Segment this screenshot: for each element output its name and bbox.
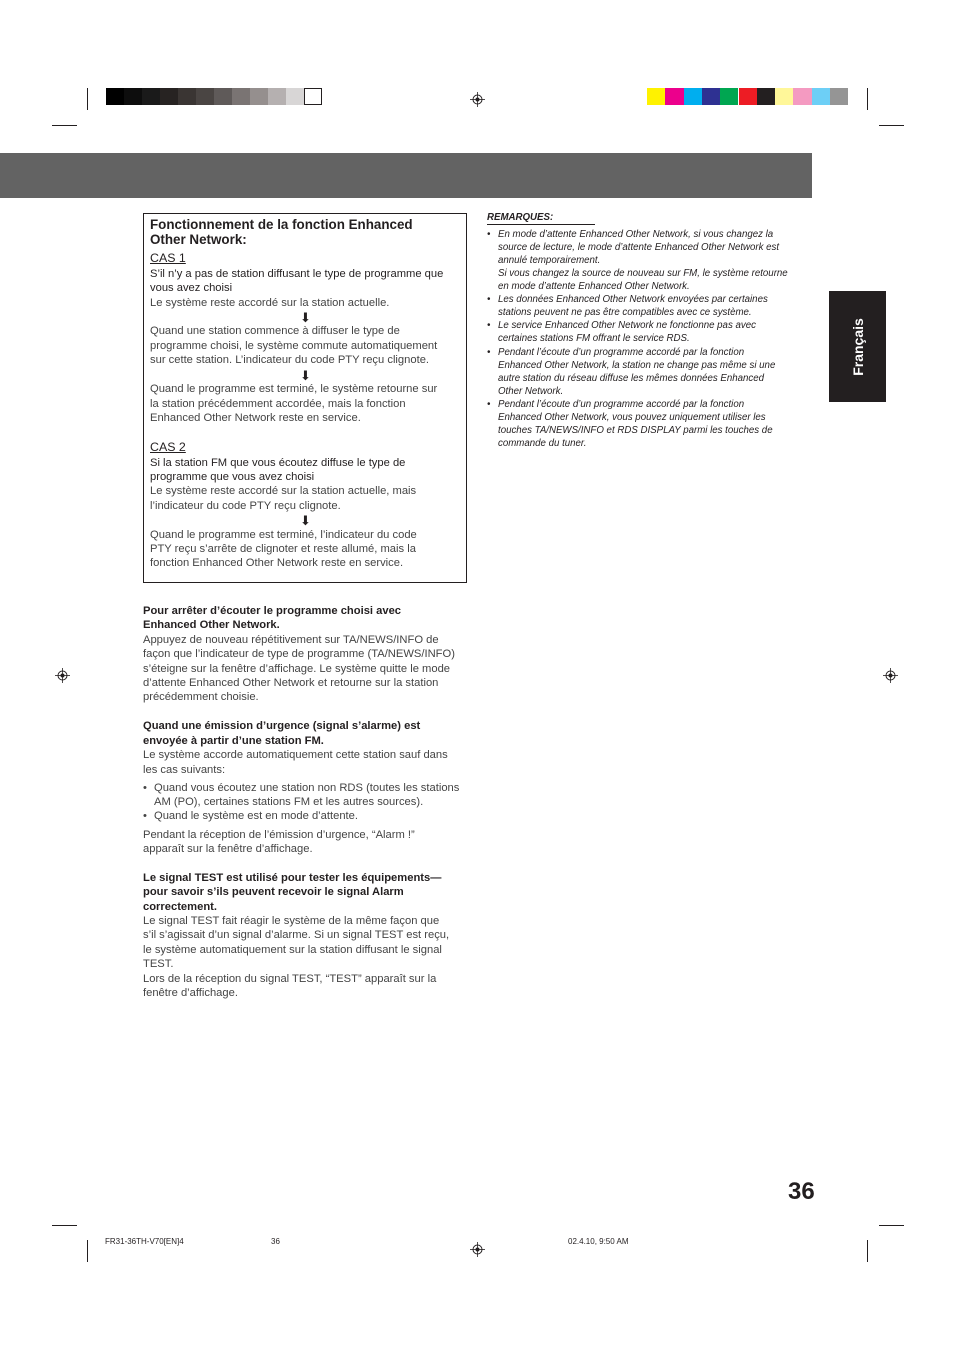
test-heading: correctement. [143,901,217,913]
remark-line: source de lecture, le mode d’attente Enhanced Other Network est [498,242,780,253]
calibration-swatch [106,88,124,105]
calibration-swatch [665,88,683,105]
stop-body: d’attente Enhanced Other Network et retourne sur la station [143,677,439,689]
remark-line: En mode d’attente Enhanced Other Network, si vous changez la [498,229,774,240]
calibration-swatch [702,88,720,105]
calibration-swatch [160,88,178,105]
crop-mark [52,125,77,126]
stop-body: s’éteigne sur la fenêtre d’affichage. Le système quitte le mode [143,663,451,675]
case2-step: fonction Enhanced Other Network reste en service. [150,557,404,569]
calibration-swatch [232,88,250,105]
crop-mark [87,1240,88,1262]
stop-body: Appuyez de nouveau répétitivement sur TA/NEWS/INFO de [143,634,439,646]
test-body: Le signal TEST fait réagir le système de la même façon que [143,915,440,927]
bullet-icon: • [487,294,491,305]
remark-line: Enhanced Other Network, vous pouvez uniquement utiliser les [498,412,766,423]
remark-line: annulé temporairement. [498,255,601,266]
registration-mark-icon [55,668,70,683]
bullet-icon: • [487,320,491,331]
crop-mark [87,88,88,110]
case1-step: Quand le programme est terminé, le système retourne sur [150,383,438,395]
calibration-swatch [757,88,775,105]
down-arrow-icon: ⬇ [300,513,311,528]
case1-step: Enhanced Other Network reste en service. [150,412,361,424]
test-heading: pour savoir s’ils peuvent recevoir le signal Alarm [143,886,404,898]
emergency-body: les cas suivants: [143,764,226,776]
case1-condition: S’il n’y a pas de station diffusant le type de programme que [150,268,444,280]
calibration-swatch [250,88,268,105]
test-heading: Le signal TEST est utilisé pour tester les équipements— [143,872,442,884]
language-tab [829,291,886,402]
case1-step: sur cette station. L’indicateur du code PTY reçu clignote. [150,354,430,366]
remark-line: touches TA/NEWS/INFO et RDS DISPLAY parmi les touches de [498,425,773,436]
remark-line: Le service Enhanced Other Network ne fonctionne pas avec [498,320,756,331]
calibration-swatch [304,88,322,105]
remarks-title: REMARQUES: [487,212,554,223]
stop-body: façon que l’indicateur de type de programme (TA/NEWS/INFO) [143,648,455,660]
calibration-swatch [830,88,848,105]
emergency-bullet: AM (PO), certaines stations FM et les autres sources). [154,796,424,808]
case1-label: CAS 1 [150,251,186,265]
calibration-swatch [812,88,830,105]
remark-line: Pendant l’écoute d’un programme accordé par la fonction [498,399,745,410]
down-arrow-icon: ⬇ [300,368,311,383]
calibration-swatch [720,88,738,105]
calibration-swatch [178,88,196,105]
remark-line: stations peuvent ne pas être compatibles avec ce système. [498,307,752,318]
emergency-heading: envoyée à partir d’une station FM. [143,735,324,747]
stop-heading: Pour arrêter d’écouter le programme choisi avec [143,605,402,617]
crop-mark [867,88,868,110]
remark-line: Enhanced Other Network, la station ne change pas même si une [498,360,776,371]
case1-step: programme choisi, le système commute automatiquement [150,340,438,352]
case2-condition: programme que vous avez choisi [150,471,315,483]
stop-heading: Enhanced Other Network. [143,619,280,631]
case2-step: Quand le programme est terminé, l’indicateur du code [150,529,417,541]
emergency-bullet: Quand vous écoutez une station non RDS (toutes les stations [154,782,460,794]
footer-page: 36 [271,1237,280,1246]
bullet-icon: • [487,399,491,410]
box-title: Fonctionnement de la fonction Enhanced [150,217,413,232]
case2-condition: Si la station FM que vous écoutez diffuse le type de [150,457,406,469]
test-body: Lors de la réception du signal TEST, “TEST” apparaît sur la [143,973,437,985]
emergency-after: Pendant la réception de l’émission d’urgence, “Alarm !” [143,829,415,841]
remark-line: autre station du réseau diffuse les mêmes données Enhanced [498,373,765,384]
remarks-underline [487,224,595,225]
calibration-swatch [775,88,793,105]
remark-line: Other Network. [498,386,564,397]
case1-step: Le système reste accordé sur la station actuelle. [150,297,390,309]
case2-step: Le système reste accordé sur la station actuelle, mais [150,485,417,497]
bullet-icon: • [143,782,147,794]
calibration-swatch [647,88,665,105]
remark-line: commande du tuner. [498,438,587,449]
registration-mark-icon [470,92,485,107]
crop-mark [879,125,904,126]
crop-mark [867,1240,868,1262]
bullet-icon: • [487,347,491,358]
emergency-bullet: Quand le système est en mode d’attente. [154,810,358,822]
stop-body: précédemment choisie. [143,691,259,703]
calibration-swatch [684,88,702,105]
case1-condition: vous avez choisi [150,282,233,294]
remark-line: certaines stations FM offrant le service RDS. [498,333,690,344]
language-tab-label: Français [849,317,866,376]
calibration-swatch [793,88,811,105]
registration-mark-icon [883,668,898,683]
test-body: le système automatiquement sur la station diffusant le signal [143,944,442,956]
page-number: 36 [788,1178,815,1205]
down-arrow-icon: ⬇ [300,310,311,325]
case1-step: Quand une station commence à diffuser le type de [150,325,400,337]
case1-step: la station précédemment accordée, mais la fonction [150,398,406,410]
crop-mark [879,1225,904,1226]
remark-line: Pendant l’écoute d’un programme accordé par la fonction [498,347,745,358]
header-band [0,153,812,198]
calibration-swatch [142,88,160,105]
case2-step: l’indicateur du code PTY reçu clignote. [150,500,341,512]
bullet-icon: • [487,229,491,240]
calibration-swatch [124,88,142,105]
box-title: Other Network: [150,232,247,247]
test-body: fenêtre d’affichage. [143,987,238,999]
test-body: s’il s’agissait d’un signal d’alarme. Si un signal TEST est reçu, [143,929,450,941]
footer-file: FR31-36TH-V70[EN]4 [105,1237,184,1246]
crop-mark [52,1225,77,1226]
bullet-icon: • [143,810,147,822]
calibration-swatch [214,88,232,105]
emergency-body: Le système accorde automatiquement cette station sauf dans [143,749,448,761]
remark-line: en mode d’attente Enhanced Other Network. [498,281,690,292]
emergency-heading: Quand une émission d’urgence (signal s’alarme) est [143,720,421,732]
footer-timestamp: 02.4.10, 9:50 AM [568,1237,629,1246]
case2-label: CAS 2 [150,440,186,454]
calibration-swatch [196,88,214,105]
calibration-swatch [286,88,304,105]
remark-line: Si vous changez la source de nouveau sur FM, le système retourne [498,268,788,279]
case2-step: PTY reçu s’arrête de clignoter et reste allumé, mais la [150,543,416,555]
registration-mark-icon [470,1242,485,1257]
test-body: TEST. [143,958,174,970]
remark-line: Les données Enhanced Other Network envoyées par certaines [498,294,768,305]
emergency-after: apparaît sur la fenêtre d’affichage. [143,843,313,855]
calibration-swatch [739,88,757,105]
calibration-swatch [268,88,286,105]
